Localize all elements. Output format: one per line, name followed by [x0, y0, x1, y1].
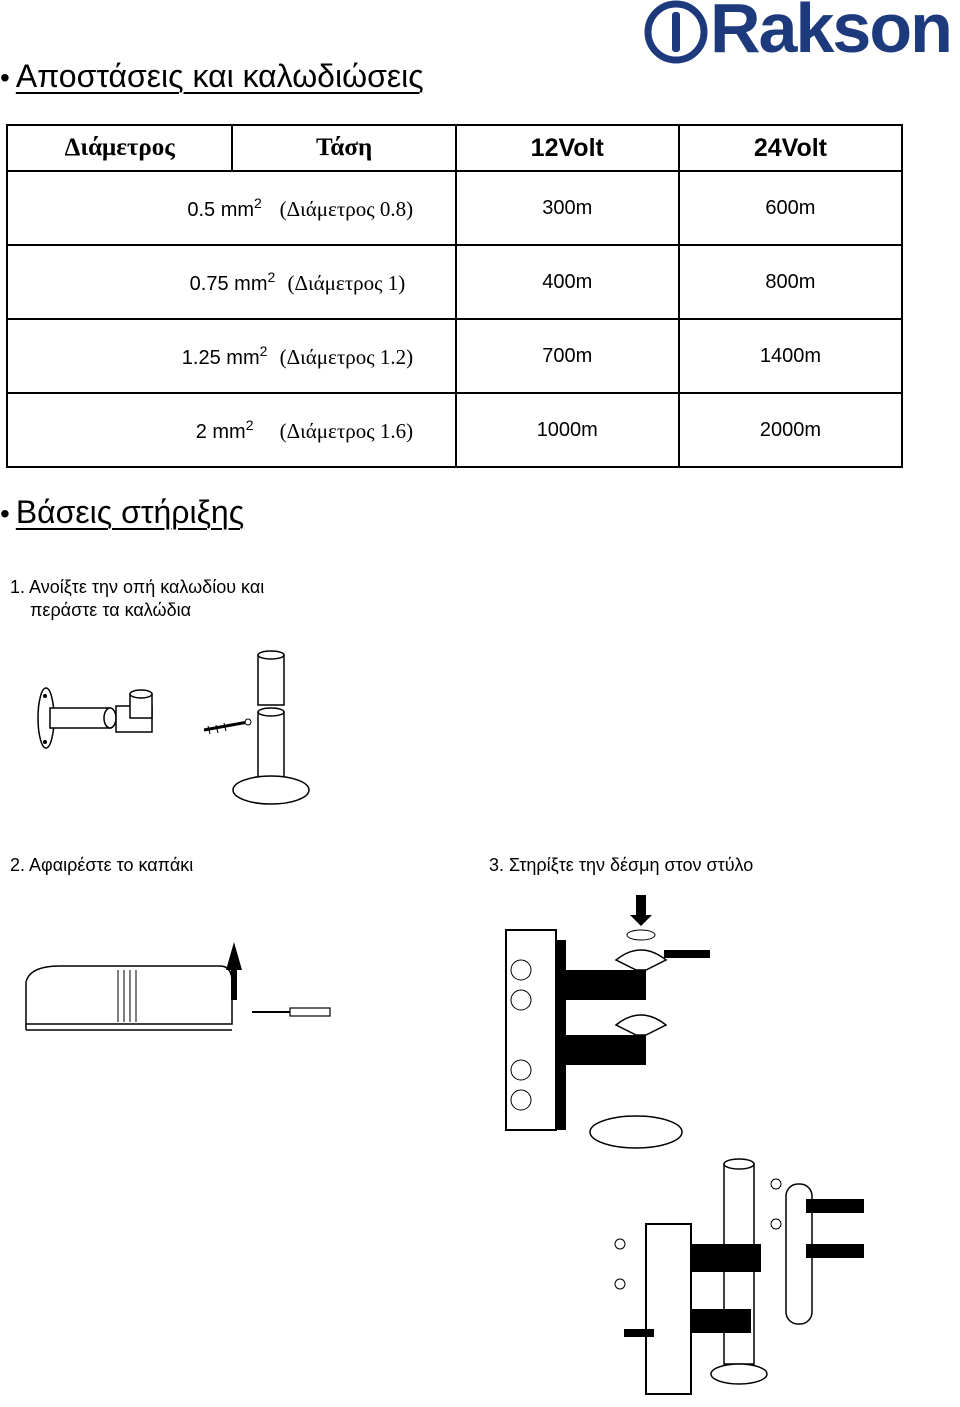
- logo-wordmark: Rakson: [710, 0, 951, 67]
- superscript: 2: [245, 416, 254, 433]
- step-3-text: 3. Στηρίξτε την δέσμη στον στύλο: [489, 855, 754, 875]
- step-1-text: [10, 576, 264, 622]
- step-2-text: 2. Αφαιρέστε το καπάκι: [10, 855, 194, 875]
- section-heading-mounts: [0, 494, 244, 531]
- distance-12v: 1000m: [456, 393, 679, 467]
- bullet: •: [0, 62, 10, 93]
- distance-12v: 700m: [456, 319, 679, 393]
- header-diameter: Διάμετρος: [7, 125, 232, 171]
- header-voltage: Τάση: [232, 125, 455, 171]
- superscript: 2: [267, 268, 276, 285]
- section-title: Αποστάσεις και καλωδιώσεις: [15, 58, 424, 94]
- distance-24v: 800m: [679, 245, 902, 319]
- cable-section: 2 mm: [195, 420, 246, 443]
- distance-12v: 400m: [456, 245, 679, 319]
- distance-24v: 600m: [679, 171, 902, 245]
- cover-removal-illustration: [20, 942, 340, 1042]
- table-row: [7, 319, 902, 393]
- table-row: [7, 245, 902, 319]
- cable-spec-cell: [7, 245, 456, 319]
- header-12volt: 12Volt: [456, 125, 679, 171]
- pole-assembly-illustration: [606, 1154, 876, 1404]
- distance-24v: 2000m: [679, 393, 902, 467]
- wall-bracket-illustration: [32, 686, 162, 756]
- superscript: 2: [259, 342, 268, 359]
- step-1-line-1: 1. Ανοίξτε την οπή καλωδίου και: [10, 577, 265, 597]
- distance-24v: 1400m: [679, 319, 902, 393]
- detector-mount-illustration: [496, 890, 726, 1150]
- section-heading-distances: [0, 58, 424, 95]
- distance-12v: 300m: [456, 171, 679, 245]
- cable-diameter: (Διάμετρος 1.2): [279, 344, 414, 369]
- section-title: Βάσεις στήριξης: [15, 494, 245, 530]
- bullet: •: [0, 498, 10, 529]
- cable-spec-cell: [7, 319, 456, 393]
- table-row: [7, 393, 902, 467]
- table-header-row: [7, 125, 902, 171]
- cable-diameter: (Διάμετρος 1.6): [279, 418, 414, 443]
- cable-spec-cell: [7, 393, 456, 467]
- pole-mount-illustration: [200, 650, 330, 810]
- cable-section: 0.75 mm: [189, 272, 268, 295]
- cable-section: 0.5 mm: [187, 198, 255, 221]
- rakson-logo: [640, 0, 958, 66]
- cable-section: 1.25 mm: [181, 346, 260, 369]
- header-24volt: 24Volt: [679, 125, 902, 171]
- step-1-line-2: περάστε τα καλώδια: [30, 600, 191, 620]
- cable-diameter: (Διάμετρος 1): [287, 270, 406, 295]
- cable-spec-cell: [7, 171, 456, 245]
- cable-distance-table: [6, 124, 903, 468]
- superscript: 2: [254, 194, 262, 211]
- cable-diameter: (Διάμετρος 0.8): [279, 196, 414, 221]
- table-row: [7, 171, 902, 245]
